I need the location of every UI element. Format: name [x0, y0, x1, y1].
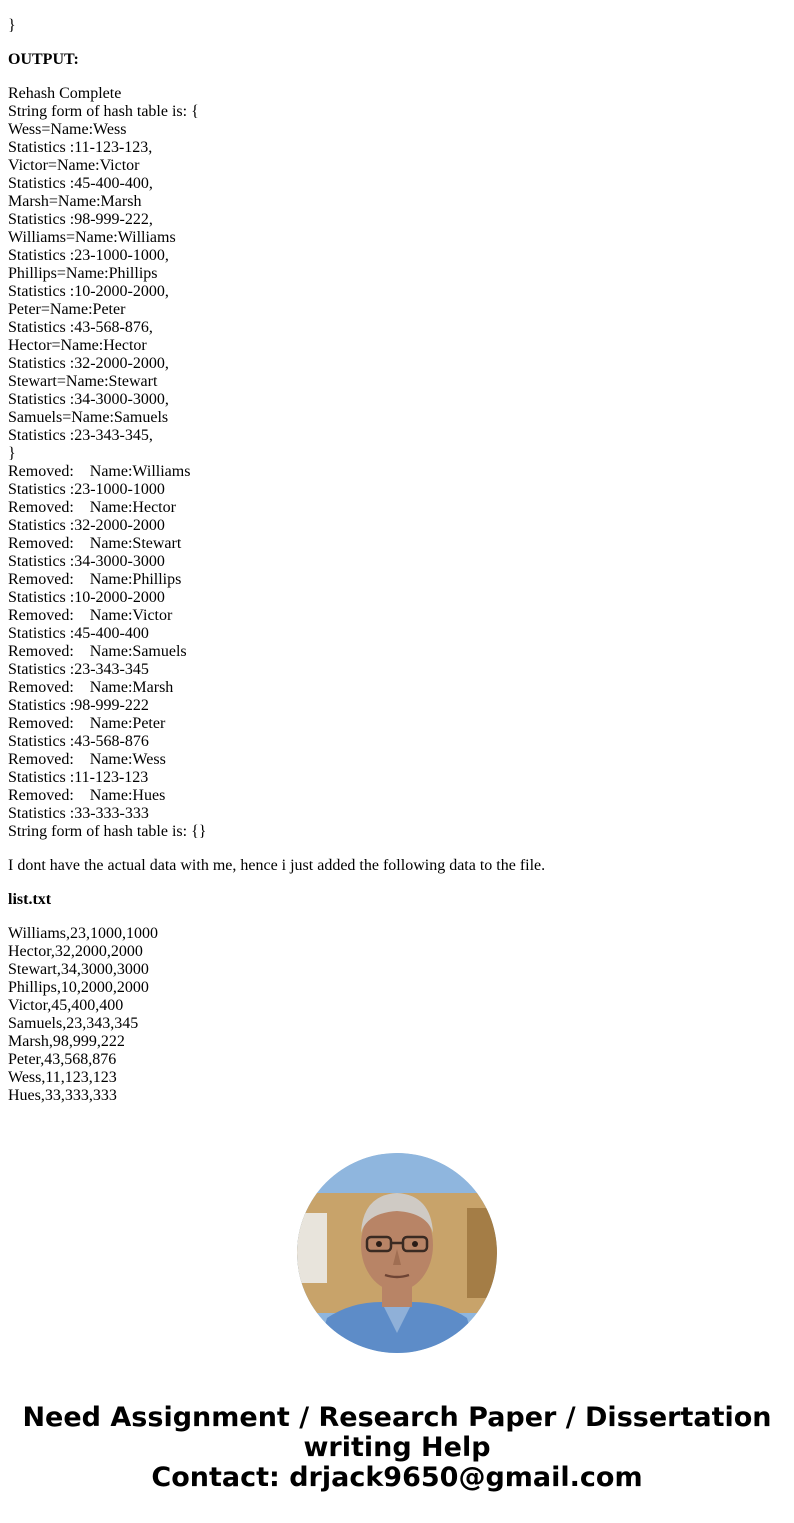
avatar	[297, 1153, 497, 1353]
contact-banner	[0, 1403, 794, 1493]
output-line: Statistics :10-2000-2000,	[8, 283, 169, 300]
output-line: Statistics :32-2000-2000,	[8, 355, 169, 372]
output-line: Statistics :43-568-876,	[8, 319, 153, 336]
output-line: Statistics :34-3000-3000,	[8, 391, 169, 408]
cta-line: writing Help	[303, 1432, 491, 1463]
output-line: Removed: Name:Peter	[8, 715, 166, 732]
output-line: Statistics :23-1000-1000,	[8, 247, 169, 264]
output-line: Removed: Name:Marsh	[8, 679, 174, 696]
output-line: Victor=Name:Victor	[8, 157, 140, 174]
output-line: }	[8, 445, 16, 462]
output-line: Statistics :45-400-400,	[8, 175, 153, 192]
person-portrait-icon	[297, 1153, 497, 1353]
output-line: Statistics :23-1000-1000	[8, 481, 165, 498]
output-line: Peter=Name:Peter	[8, 301, 126, 318]
output-line: Stewart=Name:Stewart	[8, 373, 158, 390]
output-line: Statistics :11-123-123	[8, 769, 149, 786]
output-heading: OUTPUT:	[8, 51, 79, 68]
file-line: Hues,33,333,333	[8, 1087, 117, 1104]
output-line: Statistics :23-343-345	[8, 661, 149, 678]
document-content	[8, 17, 786, 1105]
output-line: Phillips=Name:Phillips	[8, 265, 158, 282]
output-line: Removed: Name:Hues	[8, 787, 166, 804]
cta-line: Need Assignment / Research Paper / Dissertation	[22, 1402, 772, 1433]
file-contents	[8, 925, 786, 1105]
output-line: Williams=Name:Williams	[8, 229, 176, 246]
output-line: Statistics :10-2000-2000	[8, 589, 165, 606]
output-line: Rehash Complete	[8, 85, 122, 102]
output-line: Statistics :98-999-222,	[8, 211, 153, 228]
output-line: Statistics :33-333-333	[8, 805, 149, 822]
note-paragraph: I dont have the actual data with me, hence i just added the following data to the file.	[8, 857, 546, 874]
output-line: Statistics :43-568-876	[8, 733, 149, 750]
output-line: String form of hash table is: {}	[8, 823, 207, 840]
file-line: Williams,23,1000,1000	[8, 925, 159, 942]
output-line: Statistics :98-999-222	[8, 697, 149, 714]
output-line: Marsh=Name:Marsh	[8, 193, 142, 210]
output-line: Statistics :34-3000-3000	[8, 553, 165, 570]
output-line: Statistics :32-2000-2000	[8, 517, 165, 534]
file-line: Peter,43,568,876	[8, 1051, 117, 1068]
file-line: Marsh,98,999,222	[8, 1033, 125, 1050]
file-line: Stewart,34,3000,3000	[8, 961, 149, 978]
closing-brace: }	[8, 17, 16, 34]
output-line: Hector=Name:Hector	[8, 337, 147, 354]
output-line: Removed: Name:Phillips	[8, 571, 182, 588]
file-line: Hector,32,2000,2000	[8, 943, 143, 960]
output-line: Samuels=Name:Samuels	[8, 409, 169, 426]
output-line: Removed: Name:Stewart	[8, 535, 182, 552]
output-line: Removed: Name:Victor	[8, 607, 173, 624]
output-line: String form of hash table is: {	[8, 103, 199, 120]
output-line: Removed: Name:Williams	[8, 463, 191, 480]
file-line: Samuels,23,343,345	[8, 1015, 139, 1032]
output-line: Statistics :11-123-123,	[8, 139, 153, 156]
output-line: Wess=Name:Wess	[8, 121, 127, 138]
cta-contact-email: Contact: drjack9650@gmail.com	[151, 1462, 643, 1493]
output-line: Removed: Name:Samuels	[8, 643, 187, 660]
output-line: Removed: Name:Hector	[8, 499, 176, 516]
output-block	[8, 85, 786, 841]
file-line: Phillips,10,2000,2000	[8, 979, 149, 996]
output-line: Removed: Name:Wess	[8, 751, 166, 768]
output-line: Statistics :23-343-345,	[8, 427, 153, 444]
file-line: Wess,11,123,123	[8, 1069, 117, 1086]
file-heading: list.txt	[8, 891, 52, 908]
output-line: Statistics :45-400-400	[8, 625, 149, 642]
file-line: Victor,45,400,400	[8, 997, 124, 1014]
